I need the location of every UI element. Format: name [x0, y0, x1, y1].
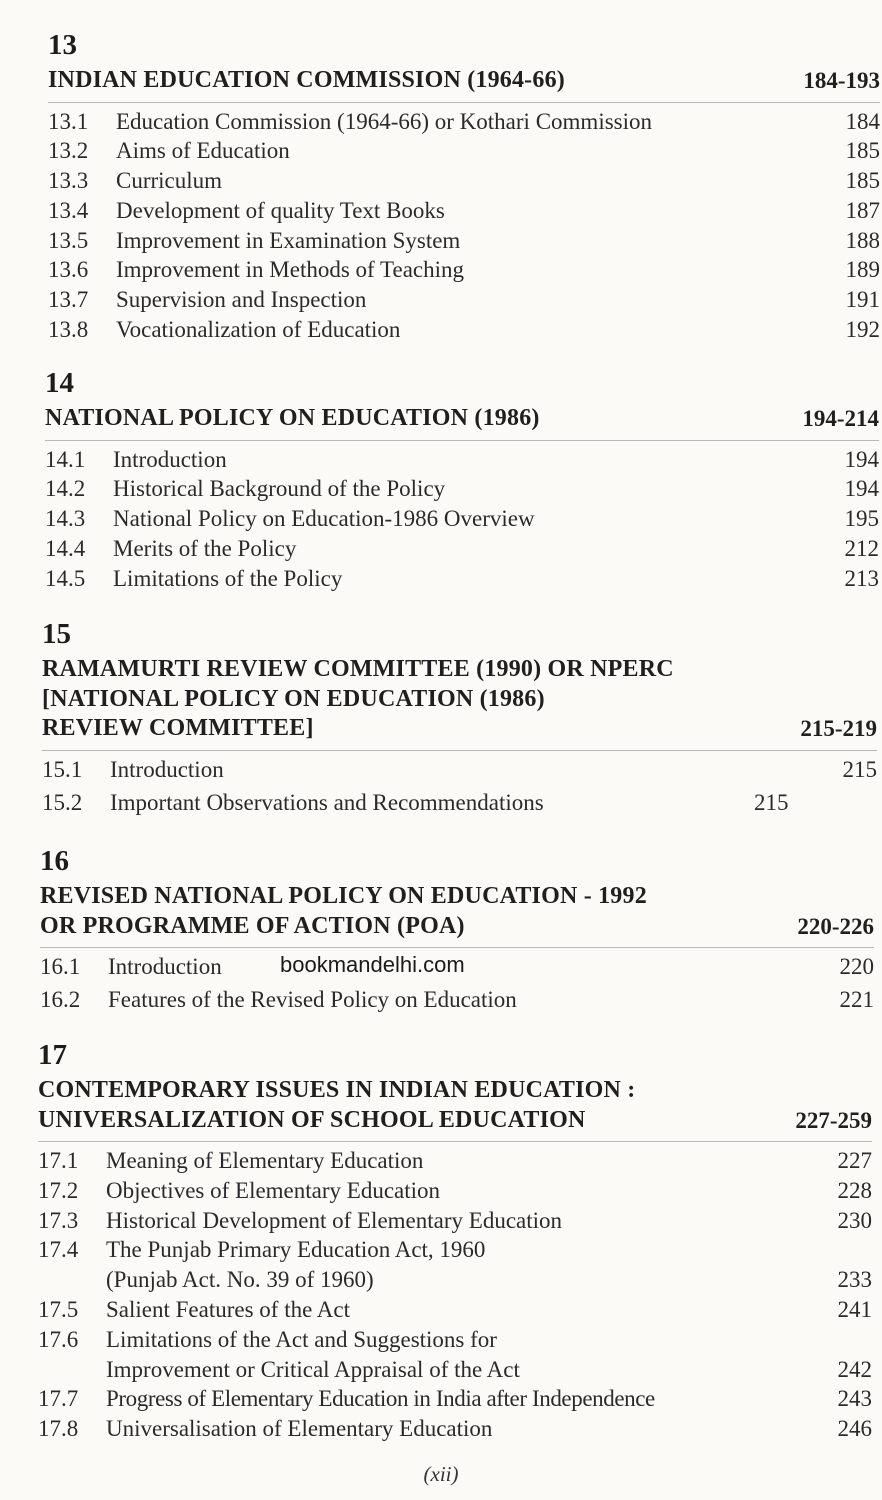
- entry-number: 16.2: [40, 986, 81, 1012]
- divider: [40, 947, 874, 948]
- entry-title: Objectives of Elementary Education: [106, 1177, 441, 1203]
- chapter-page-range: 215-219: [800, 716, 877, 741]
- chapter-page-range: 184-193: [803, 68, 880, 93]
- chapter-number: 16: [40, 845, 69, 877]
- entry-title: Progress of Elementary Education in India after Independence: [106, 1386, 655, 1412]
- entry-page: 243: [837, 1386, 872, 1412]
- chapter-page-range: 194-214: [802, 406, 879, 431]
- entry-title: Historical Background of the Policy: [113, 476, 446, 502]
- entry-number: 14.5: [45, 565, 86, 591]
- toc-entry[interactable]: [48, 107, 880, 137]
- toc-entry[interactable]: [38, 1414, 872, 1444]
- entry-page: 220: [839, 954, 874, 979]
- entry-number: 14.2: [45, 476, 86, 502]
- toc-entry[interactable]: [45, 564, 879, 594]
- entry-number: 13.3: [48, 168, 89, 194]
- toc-entry[interactable]: [45, 445, 879, 475]
- entry-page: 221: [839, 986, 874, 1012]
- entry-page: 215: [842, 756, 877, 782]
- entry-page: 195: [844, 506, 879, 532]
- toc-entry[interactable]: [38, 1295, 872, 1325]
- entry-number: 13.5: [48, 227, 89, 253]
- chapter-title-line: REVIEW COMMITTEE]: [42, 715, 314, 741]
- chapter-page-range: 227-259: [795, 1107, 872, 1133]
- toc-entry[interactable]: [38, 1325, 872, 1355]
- toc-entry[interactable]: [48, 226, 880, 256]
- entry-title: Important Observations and Recommendations: [110, 790, 544, 816]
- chapter-17: [38, 1040, 872, 1444]
- chapter-title-line: NATIONAL POLICY ON EDUCATION (1986): [45, 405, 540, 431]
- toc-entry[interactable]: [38, 1384, 872, 1414]
- chapter-13: [48, 30, 880, 345]
- entry-number: 16.1: [40, 954, 81, 979]
- entry-page: 215: [754, 790, 789, 816]
- entry-page: 246: [837, 1416, 872, 1442]
- chapter-title-line: CONTEMPORARY ISSUES IN INDIAN EDUCATION :: [38, 1077, 636, 1103]
- chapter-number: 17: [38, 1039, 67, 1071]
- watermark-text: bookmandelhi.com: [280, 952, 465, 977]
- entry-title: Education Commission (1964-66) or Kothari Commission: [116, 108, 652, 134]
- chapter-title-line: RAMAMURTI REVIEW COMMITTEE (1990) OR NPERC: [42, 656, 674, 682]
- entry-page: 242: [837, 1356, 872, 1382]
- entry-list: [48, 107, 880, 345]
- entry-number: 14.1: [45, 446, 86, 472]
- entry-number: 15.2: [42, 790, 83, 816]
- entry-number: 17.5: [38, 1296, 79, 1322]
- entry-number: 14.3: [45, 506, 86, 532]
- entry-title: Introduction: [110, 756, 224, 782]
- toc-entry[interactable]: [42, 788, 877, 818]
- entry-page: 187: [845, 197, 880, 223]
- entry-number: 13.8: [48, 317, 89, 343]
- entry-number: 17.4: [38, 1237, 79, 1263]
- toc-entry[interactable]: [45, 474, 879, 504]
- chapter-number: 15: [42, 618, 71, 650]
- toc-entry[interactable]: [48, 285, 880, 315]
- toc-entry[interactable]: [38, 1176, 872, 1206]
- entry-list: [42, 755, 877, 819]
- entry-number: 17.1: [38, 1148, 79, 1173]
- entry-page: 191: [845, 287, 880, 313]
- entry-page: 192: [845, 317, 880, 343]
- entry-number: 17.2: [38, 1177, 79, 1203]
- entry-number: 14.4: [45, 535, 86, 561]
- entry-title: Supervision and Inspection: [116, 287, 367, 313]
- entry-list: [45, 445, 879, 594]
- chapter-heading: [40, 882, 874, 941]
- chapter-14: [45, 368, 879, 593]
- entry-title: Vocationalization of Education: [116, 317, 401, 343]
- entry-title: Aims of Education: [116, 138, 290, 164]
- chapter-title-line: REVISED NATIONAL POLICY ON EDUCATION - 1992: [40, 883, 647, 909]
- entry-page: 227: [837, 1148, 872, 1173]
- entry-number: 17.8: [38, 1416, 79, 1442]
- toc-entry[interactable]: [38, 1146, 872, 1176]
- entry-title: National Policy on Education-1986 Overview: [113, 506, 535, 532]
- chapter-number: 13: [48, 29, 77, 61]
- entry-list: [38, 1146, 872, 1444]
- entry-title: Improvement in Examination System: [116, 227, 461, 253]
- entry-title: Improvement or Critical Appraisal of the Act: [106, 1356, 520, 1382]
- entry-title: Salient Features of the Act: [106, 1296, 350, 1322]
- entry-page: 233: [837, 1267, 872, 1293]
- entry-page: 212: [844, 535, 879, 561]
- chapter-page-range: 220-226: [797, 913, 874, 939]
- page-folio: (xii): [423, 1462, 459, 1486]
- entry-title: The Punjab Primary Education Act, 1960: [106, 1237, 486, 1263]
- chapter-heading: [42, 655, 877, 744]
- entry-number: 13.2: [48, 138, 89, 164]
- entry-page: 189: [845, 257, 880, 283]
- toc-entry[interactable]: [48, 166, 880, 196]
- entry-page: 185: [845, 168, 880, 194]
- toc-entry[interactable]: [48, 196, 880, 226]
- toc-entry[interactable]: [48, 136, 880, 166]
- entry-title: Limitations of the Act and Suggestions for: [106, 1326, 497, 1352]
- chapter-number: 14: [45, 367, 74, 399]
- toc-entry[interactable]: [48, 315, 880, 345]
- entry-number: 17.6: [38, 1326, 79, 1352]
- chapter-heading: [48, 66, 880, 96]
- entry-page: 194: [844, 446, 879, 472]
- toc-entry[interactable]: [40, 985, 874, 1015]
- entry-page: 213: [844, 565, 879, 591]
- divider: [45, 440, 879, 441]
- chapter-title-line: UNIVERSALIZATION OF SCHOOL EDUCATION: [38, 1106, 586, 1133]
- entry-page: 230: [837, 1207, 872, 1233]
- entry-number: 17.3: [38, 1207, 79, 1233]
- entry-title: Improvement in Methods of Teaching: [116, 257, 464, 283]
- entry-number: 13.7: [48, 287, 89, 313]
- divider: [48, 102, 880, 103]
- entry-title: Limitations of the Policy: [113, 565, 343, 591]
- entry-page: 194: [844, 476, 879, 502]
- entry-title: Historical Development of Elementary Education: [106, 1207, 563, 1233]
- entry-number: 13.4: [48, 197, 89, 223]
- entry-title: (Punjab Act. No. 39 of 1960): [106, 1267, 374, 1293]
- toc-entry[interactable]: [42, 755, 877, 785]
- chapter-15: [42, 619, 877, 818]
- toc-entry[interactable]: [38, 1206, 872, 1236]
- toc-entry-continuation[interactable]: [38, 1265, 872, 1295]
- entry-title: Curriculum: [116, 168, 223, 194]
- chapter-heading: [38, 1076, 872, 1135]
- toc-entry[interactable]: [45, 534, 879, 564]
- entry-number: 13.1: [48, 108, 89, 134]
- divider: [38, 1141, 872, 1142]
- entry-number: 13.6: [48, 257, 89, 283]
- toc-entry-continuation[interactable]: [38, 1355, 872, 1385]
- entry-title: Meaning of Elementary Education: [106, 1148, 424, 1173]
- toc-entry[interactable]: [45, 504, 879, 534]
- chapter-title-line: INDIAN EDUCATION COMMISSION (1964-66): [48, 67, 565, 93]
- entry-number: 15.1: [42, 756, 83, 782]
- divider: [42, 750, 877, 751]
- entry-title: Features of the Revised Policy on Education: [108, 986, 517, 1012]
- entry-page: 241: [837, 1296, 872, 1322]
- entry-page: 228: [837, 1177, 872, 1203]
- chapter-heading: [45, 404, 879, 434]
- entry-title: Universalisation of Elementary Education: [106, 1416, 493, 1442]
- entry-title: Merits of the Policy: [113, 535, 297, 561]
- entry-page: 184: [845, 108, 880, 134]
- entry-page: 188: [845, 227, 880, 253]
- chapter-title-line: OR PROGRAMME OF ACTION (POA): [40, 912, 465, 939]
- entry-number: 17.7: [38, 1386, 79, 1412]
- entry-title: Development of quality Text Books: [116, 197, 445, 223]
- entry-title: Introduction: [108, 954, 222, 979]
- entry-title: Introduction: [113, 446, 227, 472]
- chapter-16: [40, 846, 874, 1015]
- toc-entry[interactable]: [48, 255, 880, 285]
- entry-page: 185: [845, 138, 880, 164]
- chapter-title-line: [NATIONAL POLICY ON EDUCATION (1986): [42, 685, 545, 712]
- toc-entry[interactable]: [38, 1235, 872, 1265]
